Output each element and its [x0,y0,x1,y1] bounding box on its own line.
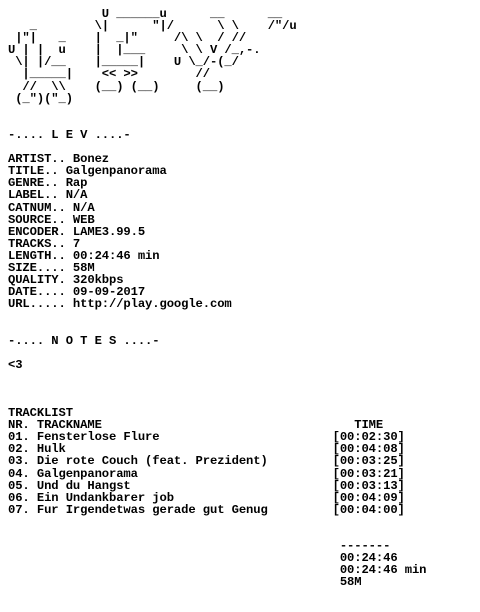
ascii-logo-line: // \\ (__) (__) (__) [8,79,225,94]
total-length: 00:24:46 min [8,563,427,578]
info-source: SOURCE.. WEB [8,212,95,227]
track-row: 01. Fensterlose Flure [00:02:30] [8,430,405,445]
info-title: TITLE.. Galgenpanorama [8,164,167,179]
track-row: 05. Und du Hangst [00:03:13] [8,478,405,493]
track-row: 07. Fur Irgendetwas gerade gut Genug [00:04:00] [8,502,405,517]
notes-text: <3 [8,357,23,372]
section-header-lev: -.... L E V ....- [8,127,131,142]
section-header-notes: -.... N O T E S ....- [8,333,160,348]
info-quality: QUALITY. 320kbps [8,273,124,288]
blank-line [8,322,426,334]
info-catnum: CATNUM.. N/A [8,200,95,215]
track-row: 06. Ein Undankbarer job [00:04:09] [8,490,405,505]
tracklist-heading: TRACKLIST [8,406,73,421]
total-time: 00:24:46 [8,551,398,566]
blank-line [8,105,426,117]
total-size: 58M [8,575,362,590]
blank-line [8,347,426,359]
ascii-logo-line: |"| _ | _|" /\ \ / // [8,31,247,46]
ascii-logo-line: |_____| << >> // [8,67,210,82]
blank-line [8,310,426,322]
info-date: DATE.... 09-09-2017 [8,285,146,300]
info-label: LABEL.. N/A [8,188,88,203]
ascii-logo-line: \| |/__ |_____| U \_/-(_/ [8,55,239,70]
blank-line [8,371,426,383]
ascii-logo-line: U ______u __ __ [8,7,283,21]
info-genre: GENRE.. Rap [8,176,88,191]
nfo-document [8,8,426,589]
track-row: 02. Hulk [00:04:08] [8,442,405,457]
blank-line [8,516,426,528]
ascii-logo-line: (_")("_) [8,91,73,106]
ascii-logo-line: U | | u | |___ \ \ V /_,-. [8,43,261,58]
total-separator: ------- [8,539,391,554]
info-artist: ARTIST.. Bonez [8,152,109,167]
tracklist-columns: NR. TRACKNAME TIME [8,418,384,433]
info-url: URL..... http://play.google.com [8,297,232,312]
track-row: 03. Die rote Couch (feat. Prezident) [00:03:25] [8,454,405,469]
info-encoder: ENCODER. LAME3.99.5 [8,224,146,239]
info-tracks: TRACKS.. 7 [8,236,81,251]
ascii-logo-line: _ \| "|/ \ \ /"/u [8,19,297,34]
info-size: SIZE.... 58M [8,260,95,275]
blank-line [8,383,426,395]
track-row: 04. Galgenpanorama [00:03:21] [8,466,405,481]
info-length: LENGTH.. 00:24:46 min [8,248,160,263]
